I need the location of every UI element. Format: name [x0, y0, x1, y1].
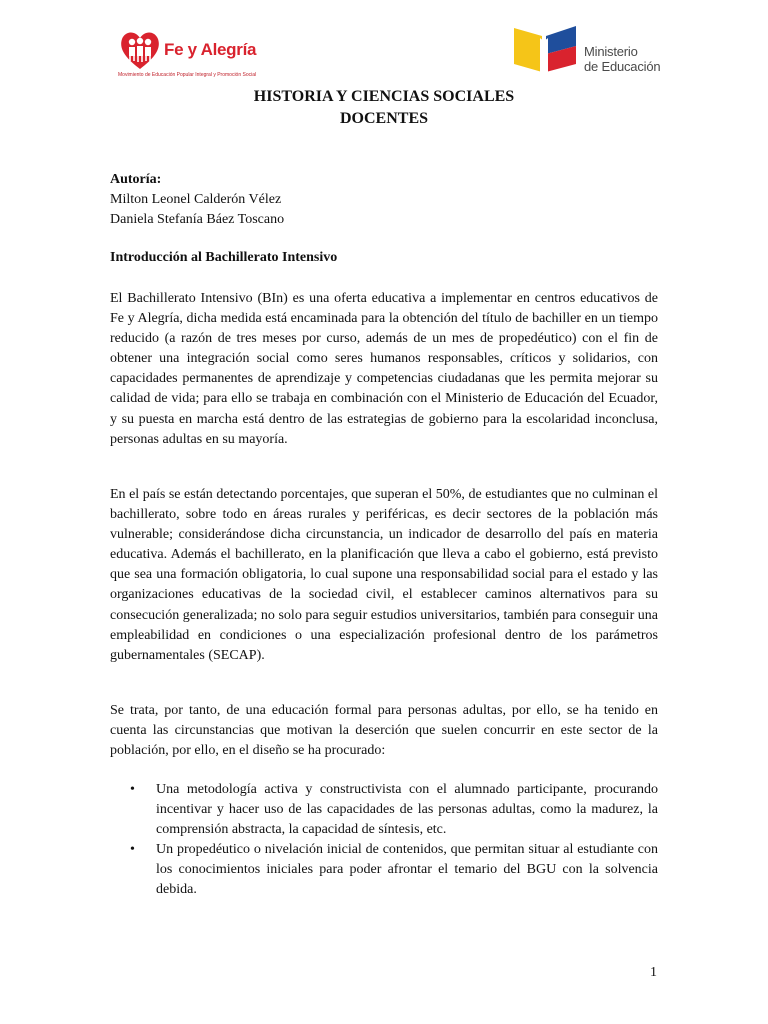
paragraph: El Bachillerato Intensivo (BIn) es una oferta educativa a implementar en centros educativos de Fe y Alegría, dicha medida está encaminada para la obtención del título de bachiller en un tiempo reducido (a razón de tres meses por curso, además de un mes de propedéutico) con el fin de obtener una integración social como seres humanos responsables, críticos y solidarios, con capacidades permanentes de aprendizaje y competencias ciudadanas que les permita mejorar su calidad de vida; para ello se trabaja en combinación con el Ministerio de Educación del Ecuador, y su puesta en marcha está dentro de las estrategias de gobierno para la escolaridad inconclusa, personas adultas en su mayoría. — [110, 291, 658, 447]
page-number: 1 — [650, 965, 657, 980]
fe-y-alegria-wordmark: Fe y Alegría — [164, 40, 257, 59]
bullet-list — [110, 780, 658, 901]
list-item-text: Un propedéutico o nivelación inicial de contenidos, que permitan situar al estudiante con los conocimientos iniciales para poder afrontar el temario del BGU con la solvencia debida. — [156, 842, 658, 898]
ministerio-educacion-logo — [510, 22, 670, 78]
list-item — [110, 780, 658, 840]
document-subtitle: DOCENTES — [339, 110, 429, 127]
bullet-icon: • — [130, 842, 135, 858]
bullet-icon: • — [130, 782, 135, 797]
fe-y-alegria-logo — [118, 28, 268, 76]
open-book-icon — [510, 22, 580, 78]
author-name: Daniela Stefanía Báez Toscano — [110, 212, 285, 227]
paragraph: En el país se están detectando porcentajes, que superan el 50%, de estudiantes que no culminan el bachillerato, sobre todo en áreas rurales y periféricas, es decir sectores de la población más vulnerable; considerándose dicha circunstancia, un indicador de desarrollo del país en materia educativa. Además el bachillerato, en la planificación que lleva a cabo el gobierno, está previsto que sea una formación obligatoria, lo cual supone una responsabilidad social para el estado y las organizaciones educativas de la sociedad civil, el establecer caminos alternativos para su consecución generalizada; no solo para seguir estudios universitarios, también para conseguir una empleabilidad en condiciones o una especialización profesional dentro de los parámetros gubernamentales (SECAP). — [110, 487, 658, 663]
ministerio-line1: Ministerio — [584, 44, 638, 59]
document-title: HISTORIA Y CIENCIAS SOCIALES — [253, 88, 515, 105]
fe-y-alegria-tagline: Movimiento de Educación Popular Integral y Promoción Social — [118, 72, 257, 78]
authorship-label: Autoría: — [110, 172, 162, 187]
paragraph: Se trata, por tanto, de una educación formal para personas adultas, por ello, se ha tenido en cuenta las circunstancias que motivan la deserción que suelen concurrir en este sector de la población, por ello, en el diseño se ha procurado: — [110, 703, 658, 759]
section-heading: Introducción al Bachillerato Intensivo — [110, 250, 338, 265]
heart-children-icon — [118, 28, 162, 72]
list-item — [110, 840, 658, 900]
author-name: Milton Leonel Calderón Vélez — [110, 192, 282, 207]
list-item-text: Una metodología activa y constructivista con el alumnado participante, procurando incentivar y hacer uso de las capacidades de las personas adultas, como la madurez, la comprensión abstracta, la capacidad de síntesis, etc. — [156, 782, 658, 838]
authorship-block — [110, 170, 658, 230]
ministerio-line2: de Educación — [584, 59, 661, 74]
